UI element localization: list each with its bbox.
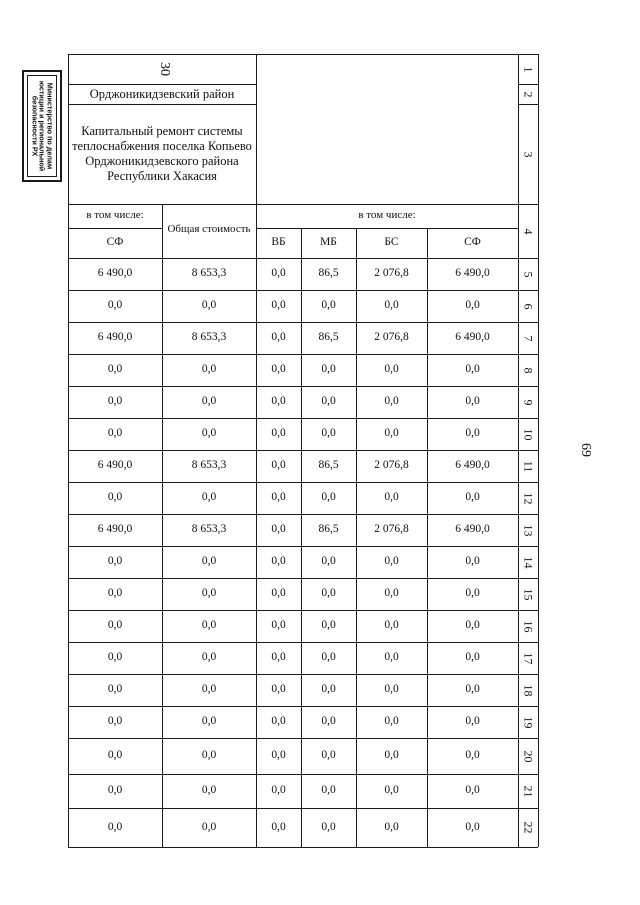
cell-sf2: 0,0 (465, 299, 480, 312)
row-number: 4 (521, 228, 536, 234)
cell-vb: 0,0 (271, 683, 286, 696)
cell-sf1: 0,0 (107, 715, 123, 728)
cell-bs: 0,0 (384, 555, 399, 568)
cell-bs: 0,0 (384, 820, 399, 833)
cell-bs: 2 076,8 (374, 459, 409, 472)
cell-bs: 0,0 (384, 715, 399, 728)
in-total-label-right: в том числе: (358, 209, 416, 222)
row-number: 8 (521, 367, 536, 373)
cell-vb: 0,0 (271, 299, 286, 312)
cell-bs: 0,0 (384, 395, 399, 408)
cell-bs: 2 076,8 (374, 523, 409, 536)
cell-sf1: 6 490,0 (97, 523, 133, 536)
cell-total: 0,0 (201, 363, 217, 376)
row-number: 12 (521, 492, 536, 504)
cell-mb: 0,0 (321, 491, 336, 504)
cell-total: 0,0 (201, 587, 217, 600)
row-number: 1 (521, 66, 536, 72)
cell-mb: 0,0 (321, 683, 336, 696)
cell-mb: 0,0 (321, 651, 336, 664)
project-title: Капитальный ремонт системы теплоснабжения поселка Копьево Орджоникидзевского района Республики Хакасия (72, 124, 252, 183)
row-number: 20 (521, 750, 536, 762)
row-number: 6 (521, 303, 536, 309)
cell-vb: 0,0 (271, 820, 286, 833)
cell-sf1: 0,0 (107, 363, 123, 376)
cell-bs: 2 076,8 (374, 267, 409, 280)
cell-sf2: 0,0 (465, 555, 480, 568)
cell-mb: 0,0 (321, 820, 336, 833)
cell-total: 8 653,3 (191, 331, 227, 344)
sf-header-left: СФ (106, 236, 124, 249)
cell-sf1: 6 490,0 (97, 459, 133, 472)
cell-total: 0,0 (201, 651, 217, 664)
vb-header: ВБ (271, 236, 286, 249)
cell-sf2: 6 490,0 (455, 459, 490, 472)
cell-sf2: 6 490,0 (455, 331, 490, 344)
row-number: 2 (521, 91, 536, 97)
cell-mb: 0,0 (321, 363, 336, 376)
cell-sf1: 0,0 (107, 784, 123, 797)
row-number: 10 (521, 428, 536, 440)
cell-mb: 0,0 (321, 784, 336, 797)
cell-vb: 0,0 (271, 651, 286, 664)
cell-total: 0,0 (201, 749, 217, 762)
cell-sf2: 0,0 (465, 749, 480, 762)
cell-sf2: 0,0 (465, 427, 480, 440)
cell-total: 8 653,3 (191, 267, 227, 280)
row-number: 14 (521, 556, 536, 568)
cell-total: 0,0 (201, 555, 217, 568)
cell-total: 8 653,3 (191, 459, 227, 472)
cell-vb: 0,0 (271, 749, 286, 762)
cell-bs: 2 076,8 (374, 331, 409, 344)
cell-bs: 0,0 (384, 299, 399, 312)
mb-header: МБ (320, 236, 337, 249)
cell-vb: 0,0 (271, 395, 286, 408)
cell-mb: 0,0 (321, 619, 336, 632)
row-number: 19 (521, 716, 536, 728)
cell-total: 0,0 (201, 784, 217, 797)
cell-sf1: 0,0 (107, 820, 123, 833)
cell-bs: 0,0 (384, 427, 399, 440)
cell-sf1: 0,0 (107, 427, 123, 440)
total-cost-header: Общая стоимость (167, 223, 251, 236)
cell-sf1: 0,0 (107, 651, 123, 664)
cell-bs: 0,0 (384, 587, 399, 600)
cell-sf1: 0,0 (107, 619, 123, 632)
row-number: 7 (521, 335, 536, 341)
bs-header: БС (384, 236, 399, 249)
cell-vb: 0,0 (271, 555, 286, 568)
cell-sf2: 0,0 (465, 619, 480, 632)
cell-vb: 0,0 (271, 267, 286, 280)
cell-bs: 0,0 (384, 363, 399, 376)
cell-vb: 0,0 (271, 619, 286, 632)
cell-mb: 86,5 (318, 331, 339, 344)
cell-total: 0,0 (201, 299, 217, 312)
cell-vb: 0,0 (271, 331, 286, 344)
cell-vb: 0,0 (271, 427, 286, 440)
row-number: 21 (521, 785, 536, 797)
cell-sf2: 0,0 (465, 491, 480, 504)
cell-vb: 0,0 (271, 523, 286, 536)
cell-vb: 0,0 (271, 491, 286, 504)
cell-vb: 0,0 (271, 715, 286, 728)
cell-sf2: 0,0 (465, 651, 480, 664)
cell-mb: 86,5 (318, 523, 339, 536)
registration-stamp (22, 70, 62, 182)
cell-sf1: 0,0 (107, 299, 123, 312)
cell-sf1: 0,0 (107, 749, 123, 762)
cell-sf2: 0,0 (465, 784, 480, 797)
cell-mb: 0,0 (321, 749, 336, 762)
cell-sf2: 0,0 (465, 715, 480, 728)
cell-total: 0,0 (201, 715, 217, 728)
cell-mb: 0,0 (321, 299, 336, 312)
cell-total: 0,0 (201, 619, 217, 632)
cell-sf2: 0,0 (465, 587, 480, 600)
cell-vb: 0,0 (271, 784, 286, 797)
cell-bs: 0,0 (384, 619, 399, 632)
cell-sf1: 0,0 (107, 587, 123, 600)
cell-sf2: 0,0 (465, 363, 480, 376)
cell-sf1: 0,0 (107, 491, 123, 504)
cell-sf2: 6 490,0 (455, 267, 490, 280)
page-number: 69 (578, 443, 593, 457)
row-number: 16 (521, 620, 536, 632)
cell-sf2: 6 490,0 (455, 523, 490, 536)
cell-total: 0,0 (201, 683, 217, 696)
cell-mb: 0,0 (321, 587, 336, 600)
cell-bs: 0,0 (384, 491, 399, 504)
cell-mb: 0,0 (321, 395, 336, 408)
cell-total: 0,0 (201, 820, 217, 833)
cell-bs: 0,0 (384, 683, 399, 696)
cell-total: 8 653,3 (191, 523, 227, 536)
stamp-text: Министерство по делам юстиции и региональной безопасности РХ (30, 80, 55, 172)
cell-total: 0,0 (201, 395, 217, 408)
cell-mb: 86,5 (318, 459, 339, 472)
cell-sf1: 0,0 (107, 683, 123, 696)
cell-vb: 0,0 (271, 363, 286, 376)
row-number: 18 (521, 684, 536, 696)
cell-total: 0,0 (201, 491, 217, 504)
row-number: 22 (521, 821, 536, 834)
row-number: 17 (521, 652, 536, 664)
row-number: 15 (521, 588, 536, 600)
cell-sf1: 0,0 (107, 395, 123, 408)
district-name: Орджоникидзевский район (89, 86, 235, 101)
cell-total: 0,0 (201, 427, 217, 440)
cell-sf2: 0,0 (465, 395, 480, 408)
row-number: 9 (521, 399, 536, 405)
cell-mb: 0,0 (321, 555, 336, 568)
cell-bs: 0,0 (384, 749, 399, 762)
cell-mb: 86,5 (318, 267, 339, 280)
column-number-header: 30 (157, 62, 172, 76)
row-number: 3 (521, 151, 536, 157)
cell-bs: 0,0 (384, 651, 399, 664)
cell-bs: 0,0 (384, 784, 399, 797)
row-number: 11 (521, 460, 536, 472)
cell-sf2: 0,0 (465, 683, 480, 696)
cell-sf1: 6 490,0 (97, 331, 133, 344)
row-number: 5 (521, 271, 536, 277)
in-total-label-left: в том числе: (86, 209, 144, 222)
cell-vb: 0,0 (271, 459, 286, 472)
cell-sf1: 6 490,0 (97, 267, 133, 280)
cell-mb: 0,0 (321, 715, 336, 728)
cell-sf2: 0,0 (465, 820, 480, 833)
cell-vb: 0,0 (271, 587, 286, 600)
cell-sf1: 0,0 (107, 555, 123, 568)
cell-mb: 0,0 (321, 427, 336, 440)
row-number: 13 (521, 524, 536, 536)
sf-header-right: СФ (464, 236, 481, 249)
